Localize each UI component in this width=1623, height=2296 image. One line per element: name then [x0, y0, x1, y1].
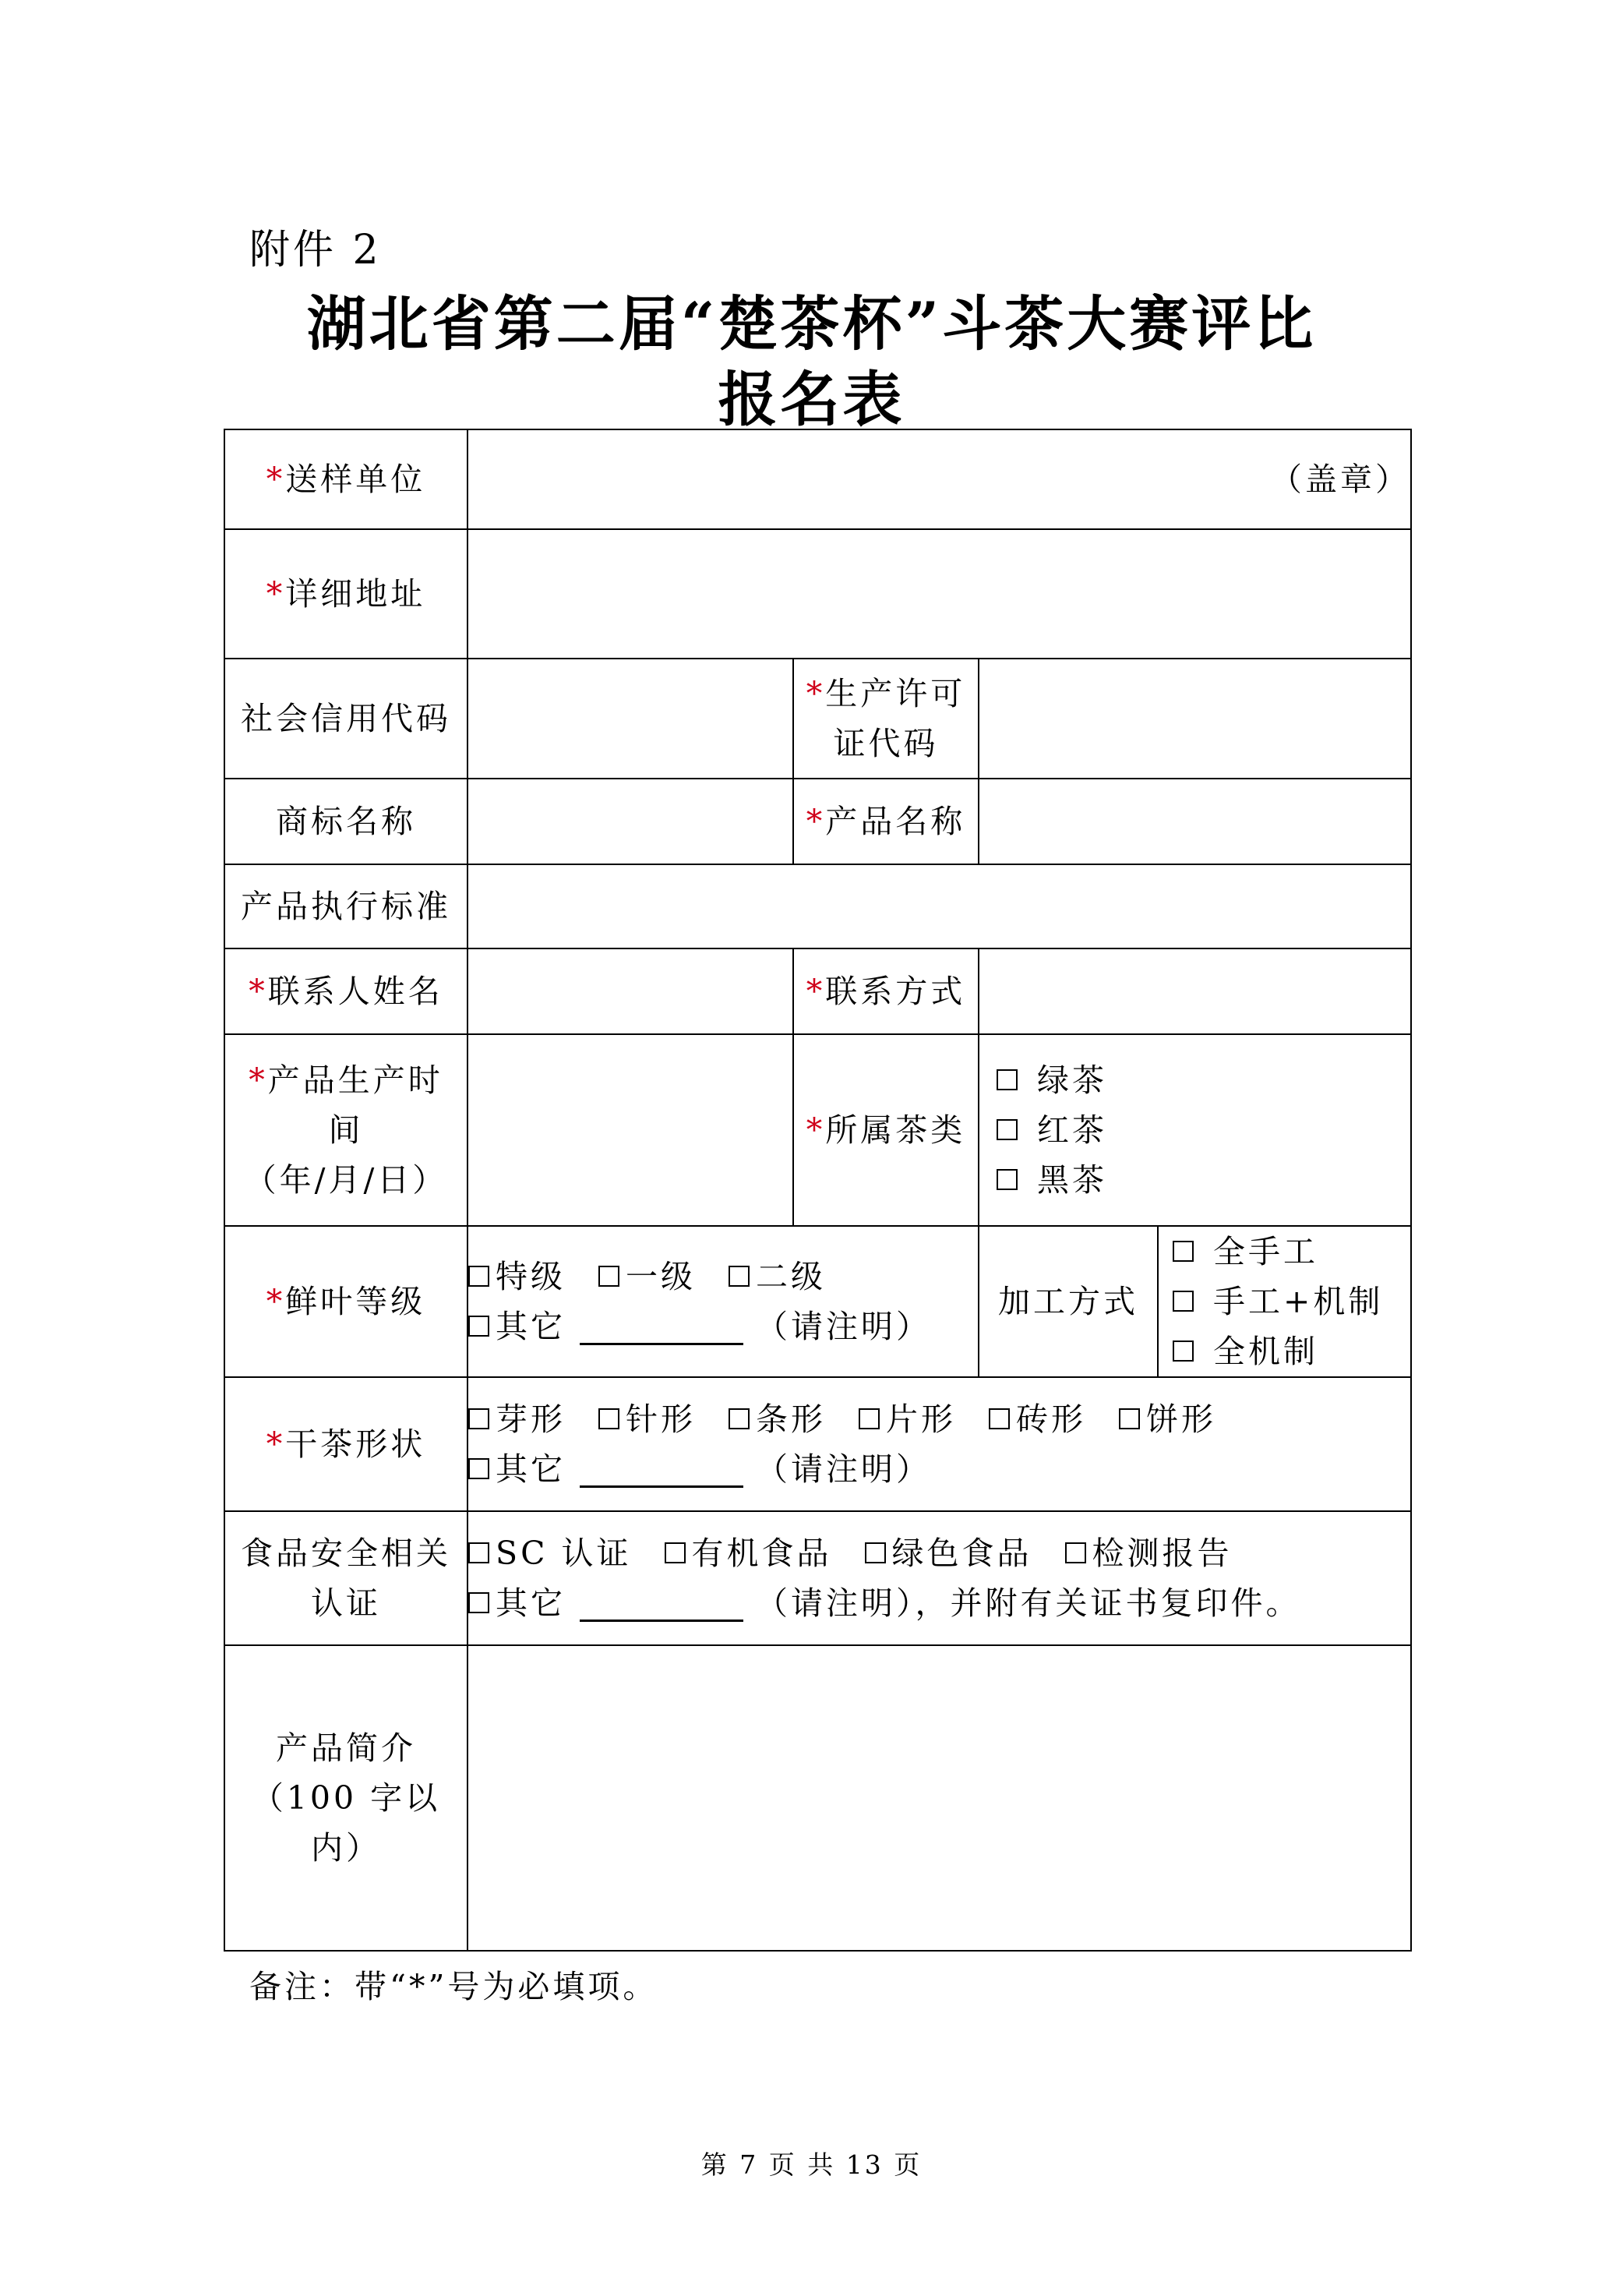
- address-input-cell[interactable]: [467, 529, 1411, 659]
- seal-note: （盖章）: [1270, 461, 1410, 498]
- checkbox[interactable]: [1119, 1408, 1140, 1429]
- option-green-food[interactable]: 绿色食品: [865, 1528, 1032, 1578]
- production-time-input-cell[interactable]: [467, 1034, 793, 1226]
- row-intro: [224, 1645, 1411, 1951]
- checkbox[interactable]: [1173, 1341, 1194, 1362]
- page-number: 第 7 页 共 13 页: [700, 2149, 923, 2180]
- checkbox[interactable]: [859, 1408, 880, 1429]
- checkbox[interactable]: [468, 1592, 489, 1613]
- option-flake[interactable]: 片形: [859, 1394, 956, 1444]
- label-dry-shape: *干茶形状: [224, 1377, 467, 1511]
- label-standard: 产品执行标准: [224, 864, 467, 948]
- label-product-name: *产品名称: [793, 779, 979, 864]
- checkbox[interactable]: [468, 1542, 489, 1563]
- attachment-label: 附件 2: [249, 227, 382, 274]
- leaf-grade-options: [467, 1226, 979, 1377]
- label-contact-method: *联系方式: [793, 948, 979, 1034]
- option-hand-machine[interactable]: 手工+机制: [1173, 1277, 1410, 1326]
- label-process-method: 加工方式: [979, 1226, 1158, 1377]
- checkbox[interactable]: [997, 1119, 1018, 1140]
- product-name-input-cell[interactable]: [979, 779, 1411, 864]
- option-machine[interactable]: 全机制: [1173, 1326, 1410, 1376]
- row-brand: [224, 779, 1411, 864]
- option-other[interactable]: 其它 （请注明）: [468, 1302, 978, 1351]
- label-unit: *送样单位: [224, 429, 467, 529]
- row-production: [224, 1034, 1411, 1226]
- standard-input-cell[interactable]: [467, 864, 1411, 948]
- option-grade-one[interactable]: 一级: [598, 1252, 696, 1302]
- form-title: 湖北省第二届“楚茶杯”斗茶大赛评比: [306, 289, 1317, 359]
- checkbox[interactable]: [997, 1069, 1018, 1090]
- label-leaf-grade: *鲜叶等级: [224, 1226, 467, 1377]
- label-brand: 商标名称: [224, 779, 467, 864]
- option-handmade[interactable]: 全手工: [1173, 1227, 1410, 1277]
- option-bud[interactable]: 芽形: [468, 1394, 566, 1444]
- checkbox[interactable]: [468, 1266, 489, 1287]
- option-sc[interactable]: SC 认证: [468, 1528, 632, 1578]
- contact-name-input-cell[interactable]: [467, 948, 793, 1034]
- label-contact-name: *联系人姓名: [224, 948, 467, 1034]
- label-intro: 产品简介 （100 字以 内）: [224, 1645, 467, 1951]
- checkbox[interactable]: [598, 1266, 619, 1287]
- footnote: 备注：带“*”号为必填项。: [249, 1968, 658, 2005]
- row-leaf-grade: [224, 1226, 1411, 1377]
- row-contact: [224, 948, 1411, 1034]
- license-code-input-cell[interactable]: [979, 659, 1411, 779]
- other-blank[interactable]: [580, 1588, 743, 1622]
- checkbox[interactable]: [468, 1458, 489, 1479]
- row-codes: [224, 659, 1411, 779]
- row-address: [224, 529, 1411, 659]
- option-grade-two[interactable]: 二级: [729, 1252, 826, 1302]
- checkbox[interactable]: [729, 1266, 750, 1287]
- label-address: *详细地址: [224, 529, 467, 659]
- brand-input-cell[interactable]: [467, 779, 793, 864]
- label-tea-category: *所属茶类: [793, 1034, 979, 1226]
- checkbox[interactable]: [1173, 1291, 1194, 1312]
- option-other[interactable]: 其它 （请注明）: [468, 1444, 1410, 1494]
- option-test-report[interactable]: 检测报告: [1065, 1528, 1233, 1578]
- food-safety-options: [467, 1511, 1411, 1645]
- label-food-safety: 食品安全相关 认证: [224, 1511, 467, 1645]
- checkbox[interactable]: [665, 1542, 686, 1563]
- checkbox[interactable]: [1065, 1542, 1086, 1563]
- checkbox[interactable]: [989, 1408, 1010, 1429]
- tea-category-options: [979, 1034, 1411, 1226]
- other-blank[interactable]: [580, 1454, 743, 1488]
- option-green-tea[interactable]: 绿茶: [997, 1055, 1410, 1105]
- checkbox[interactable]: [468, 1408, 489, 1429]
- option-other[interactable]: 其它 （请注明），并附有关证书复印件。: [468, 1578, 1410, 1628]
- row-unit: [224, 429, 1411, 529]
- option-brick[interactable]: 砖形: [989, 1394, 1086, 1444]
- option-organic[interactable]: 有机食品: [665, 1528, 832, 1578]
- dry-shape-options: [467, 1377, 1411, 1511]
- option-strip[interactable]: 条形: [729, 1394, 826, 1444]
- form-subtitle: 报名表: [718, 365, 905, 434]
- option-needle[interactable]: 针形: [598, 1394, 696, 1444]
- row-standard: [224, 864, 1411, 948]
- option-dark-tea[interactable]: 黑茶: [997, 1155, 1410, 1205]
- credit-code-input-cell[interactable]: [467, 659, 793, 779]
- checkbox[interactable]: [729, 1408, 750, 1429]
- label-production-time: *产品生产时 间 （年/月/日）: [224, 1034, 467, 1226]
- required-mark: *: [266, 461, 286, 498]
- contact-method-input-cell[interactable]: [979, 948, 1411, 1034]
- label-credit-code: 社会信用代码: [224, 659, 467, 779]
- row-dry-shape: [224, 1377, 1411, 1511]
- other-blank[interactable]: [580, 1312, 743, 1345]
- registration-table: [224, 429, 1412, 1952]
- option-premium[interactable]: 特级: [468, 1252, 566, 1302]
- checkbox[interactable]: [865, 1542, 886, 1563]
- label-license-code: *生产许可 证代码: [793, 659, 979, 779]
- checkbox[interactable]: [468, 1316, 489, 1337]
- checkbox[interactable]: [598, 1408, 619, 1429]
- checkbox[interactable]: [997, 1169, 1018, 1190]
- checkbox[interactable]: [1173, 1241, 1194, 1262]
- option-black-tea[interactable]: 红茶: [997, 1105, 1410, 1155]
- unit-input-cell[interactable]: [467, 429, 1411, 529]
- process-method-options: [1158, 1226, 1411, 1377]
- intro-input-cell[interactable]: [467, 1645, 1411, 1951]
- option-cake[interactable]: 饼形: [1119, 1394, 1216, 1444]
- row-food-safety: [224, 1511, 1411, 1645]
